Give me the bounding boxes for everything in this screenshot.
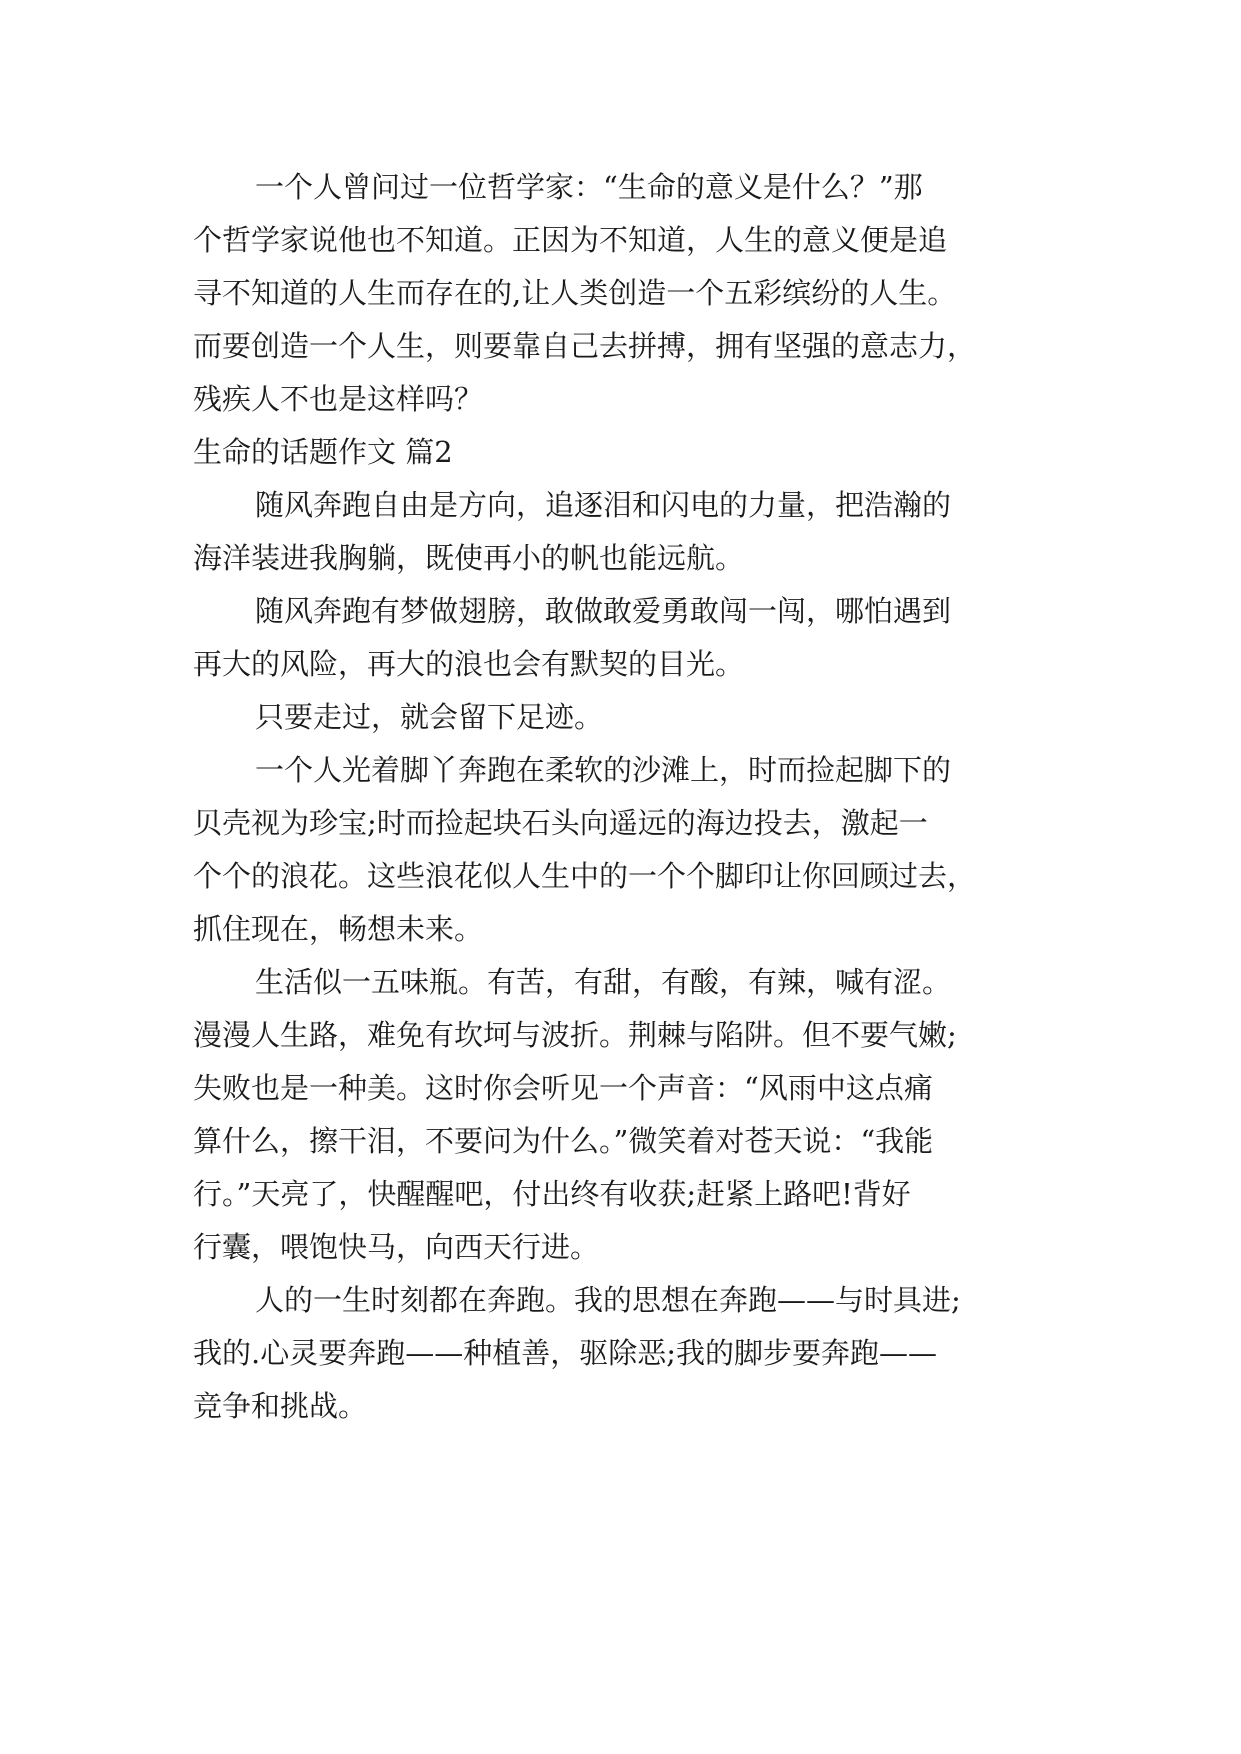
text-line: 抓住现在，畅想未来。 <box>193 912 484 946</box>
text-line: 只要走过，就会留下足迹。 <box>255 700 604 734</box>
text-line: 行。”天亮了，快醒醒吧，付出终有收获;赶紧上路吧!背好 <box>193 1177 911 1211</box>
text-line: 一个人光着脚丫奔跑在柔软的沙滩上，时而捡起脚下的 <box>255 753 952 787</box>
text-line: 个哲学家说他也不知道。正因为不知道，人生的意义便是追 <box>193 223 948 257</box>
text-line: 残疾人不也是这样吗？ <box>193 382 484 416</box>
text-line: 失败也是一种美。这时你会听见一个声音：“风雨中这点痛 <box>193 1071 933 1105</box>
text-line: 竞争和挑战。 <box>193 1389 368 1423</box>
text-line: 算什么，擦干泪，不要问为什么。”微笑着对苍天说：“我能 <box>193 1124 934 1158</box>
text-line: 我的.心灵要奔跑——种植善，驱除恶;我的脚步要奔跑—— <box>193 1336 937 1370</box>
text-line: 贝壳视为珍宝;时而捡起块石头向遥远的海边投去，激起一 <box>193 806 928 840</box>
document-body <box>193 161 1093 1433</box>
text-line: 寻不知道的人生而存在的,让人类创造一个五彩缤纷的人生。 <box>193 276 957 310</box>
text-line: 随风奔跑有梦做翅膀，敢做敢爱勇敢闯一闯，哪怕遇到 <box>255 594 952 628</box>
text-line: 再大的风险，再大的浪也会有默契的目光。 <box>193 647 745 681</box>
text-line: 漫漫人生路，难免有坎坷与波折。荆棘与陷阱。但不要气嫩; <box>193 1018 957 1052</box>
text-line: 一个人曾问过一位哲学家：“生命的意义是什么？”那 <box>255 170 923 204</box>
text-line: 随风奔跑自由是方向，追逐泪和闪电的力量，把浩瀚的 <box>255 488 952 522</box>
text-line: 行囊，喂饱快马，向西天行进。 <box>193 1230 600 1264</box>
text-line: 人的一生时刻都在奔跑。我的思想在奔跑——与时具进; <box>255 1283 961 1317</box>
text-line: 而要创造一个人生，则要靠自己去拼搏，拥有坚强的意志力， <box>193 329 977 363</box>
text-line: 个个的浪花。这些浪花似人生中的一个个脚印让你回顾过去， <box>193 859 977 893</box>
section-heading: 生命的话题作文 篇2 <box>193 435 453 469</box>
text-line: 生活似一五味瓶。有苦，有甜，有酸，有辣，喊有涩。 <box>255 965 952 999</box>
text-line: 海洋装进我胸躺，既使再小的帆也能远航。 <box>193 541 745 575</box>
